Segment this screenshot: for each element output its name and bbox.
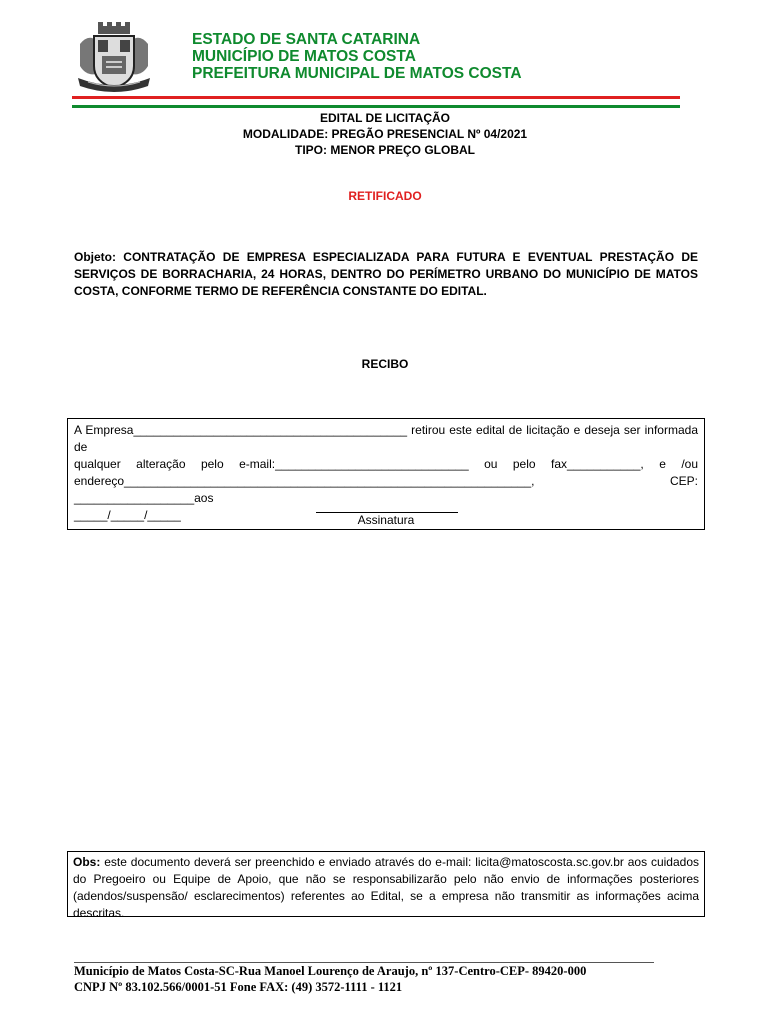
obs-box — [67, 851, 705, 920]
header-red-rule — [72, 96, 680, 99]
footer-rule — [74, 962, 654, 963]
recibo-line-company: A Empresa_________________________________________ retirou este edital de licitação e deseja ser informada de — [74, 423, 698, 454]
recibo-text — [74, 422, 698, 524]
retificado-label: RETIFICADO — [348, 189, 422, 203]
tipo-line: TIPO: MENOR PREÇO GLOBAL — [295, 143, 475, 157]
coat-of-arms-icon — [74, 22, 154, 94]
objeto-paragraph: Objeto: CONTRATAÇÃO DE EMPRESA ESPECIALIZADA PARA FUTURA E EVENTUAL PRESTAÇÃO DE SERVIÇOS DE BORRACHARIA, 24 HORAS, DENTRO DO PERÍMETRO URBANO DO MUNICÍPIO DE MATOS COSTA, CONFORME TERMO DE REFERÊNCIA CONSTANTE DO EDITAL. — [74, 250, 698, 298]
recibo-heading: RECIBO — [361, 357, 409, 371]
obs-label: Obs: — [73, 855, 101, 869]
obs-text — [73, 854, 699, 922]
header-prefeitura: PREFEITURA MUNICIPAL DE MATOS COSTA — [192, 65, 522, 82]
modalidade-line: MODALIDADE: PREGÃO PRESENCIAL Nº 04/2021 — [242, 127, 528, 141]
footer-cnpj: CNPJ Nº 83.102.566/0001-51 Fone FAX: (49) 3572-1111 - 1121 — [74, 980, 403, 994]
recibo-box — [67, 418, 705, 530]
header-green-rule — [72, 105, 680, 108]
recibo-line-email: qualquer alteração pelo e-mail:_____________________________ ou pelo fax___________, e /ou — [74, 457, 698, 471]
edital-title: EDITAL DE LICITAÇÃO — [320, 111, 450, 125]
recibo-line-address: endereço_____________________________________________________________, CEP: __________________aos — [74, 474, 698, 505]
recibo-line-date: _____/_____/_____ — [74, 508, 181, 522]
obs-body: este documento deverá ser preenchido e enviado através do e-mail: licita@matoscosta.sc.gov.br aos cuidados do Pregoeiro ou Equipe de Apoio, que não se responsabilizarão pelo não envio de informações posteriores (adendos/suspensão/ esclarecimentos) referentes ao Edital, se a empresa não transmitir as informações acima descritas. — [73, 855, 699, 920]
header-municipality: MUNICÍPIO DE MATOS COSTA — [192, 48, 416, 65]
header-state: ESTADO DE SANTA CATARINA — [192, 31, 421, 48]
signature-label: Assinatura — [357, 513, 415, 527]
footer-address: Município de Matos Costa-SC-Rua Manoel Lourenço de Araujo, nº 137-Centro-CEP- 89420-000 — [74, 964, 587, 978]
